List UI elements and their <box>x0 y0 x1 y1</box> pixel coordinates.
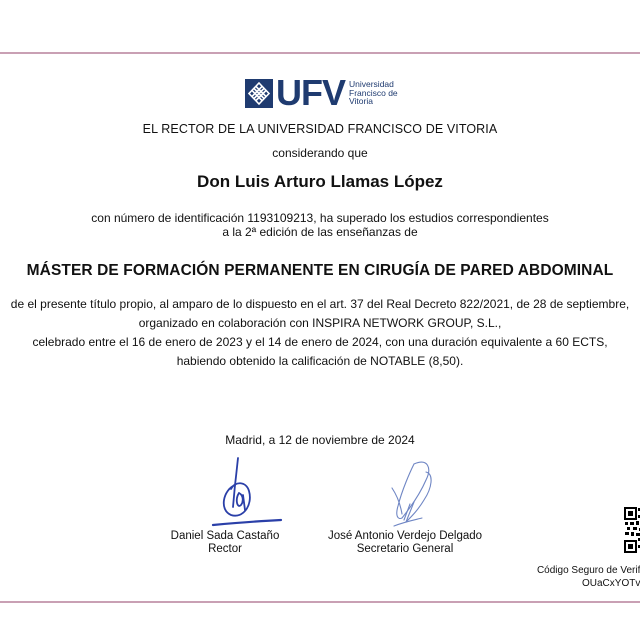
university-logo <box>245 72 398 113</box>
bottom-border-rule <box>0 601 640 603</box>
signatory-role: Secretario General <box>356 543 454 555</box>
ufv-emblem-icon <box>245 79 273 108</box>
program-title: MÁSTER DE FORMACIÓN PERMANENTE EN CIRUGÍA DE PARED ABDOMINAL <box>26 262 614 279</box>
rector-signatory <box>150 530 300 556</box>
paragraph-line: habiendo obtenido la calificación de NOTABLE (8,50). <box>176 354 464 368</box>
verification-label: Código Seguro de Verif <box>536 565 640 576</box>
logo-university-name <box>349 80 398 106</box>
paragraph-line: organizado en colaboración con INSPIRA NETWORK GROUP, S.L., <box>138 316 502 330</box>
paragraph-line: a la 2ª edición de las enseñanzas de <box>222 225 418 239</box>
paragraph-line: con número de identificación 1193109213, ha superado los estudios correspondientes <box>91 211 549 225</box>
top-border-rule <box>0 52 640 54</box>
recipient-name: Don Luis Arturo Llamas López <box>197 172 443 191</box>
signatory-name: José Antonio Verdejo Delgado <box>327 530 483 542</box>
logo-text-line: Vitoria <box>349 96 373 107</box>
legal-paragraph <box>0 295 640 371</box>
logo-text-line: Universidad <box>349 79 394 90</box>
verification-qr-code-icon <box>624 507 640 553</box>
signatory-name: Daniel Sada Castaño <box>170 530 280 542</box>
identification-paragraph <box>0 211 640 239</box>
secretary-signature-icon <box>380 458 450 530</box>
considering-text: considerando que <box>272 146 368 160</box>
verification-code: OUaCxYOTv <box>582 578 640 589</box>
secretary-signatory <box>305 530 505 556</box>
place-and-date: Madrid, a 12 de noviembre de 2024 <box>225 433 415 447</box>
logo-text-line: Francisco de <box>349 87 398 98</box>
paragraph-line: celebrado entre el 16 de enero de 2023 y el 14 de enero de 2024, con una duración equivalente a 60 ECTS, <box>32 335 608 349</box>
paragraph-line: de el presente título propio, al amparo de lo dispuesto en el art. 37 del Real Decreto 822/2021, de 28 de septiembre, <box>10 297 630 311</box>
logo-letters: UFV <box>276 72 345 113</box>
signatory-role: Rector <box>208 543 242 555</box>
rector-heading: EL RECTOR DE LA UNIVERSIDAD FRANCISCO DE VITORIA <box>142 122 498 136</box>
secure-verification-code <box>532 564 640 590</box>
rector-signature-icon <box>205 455 295 530</box>
